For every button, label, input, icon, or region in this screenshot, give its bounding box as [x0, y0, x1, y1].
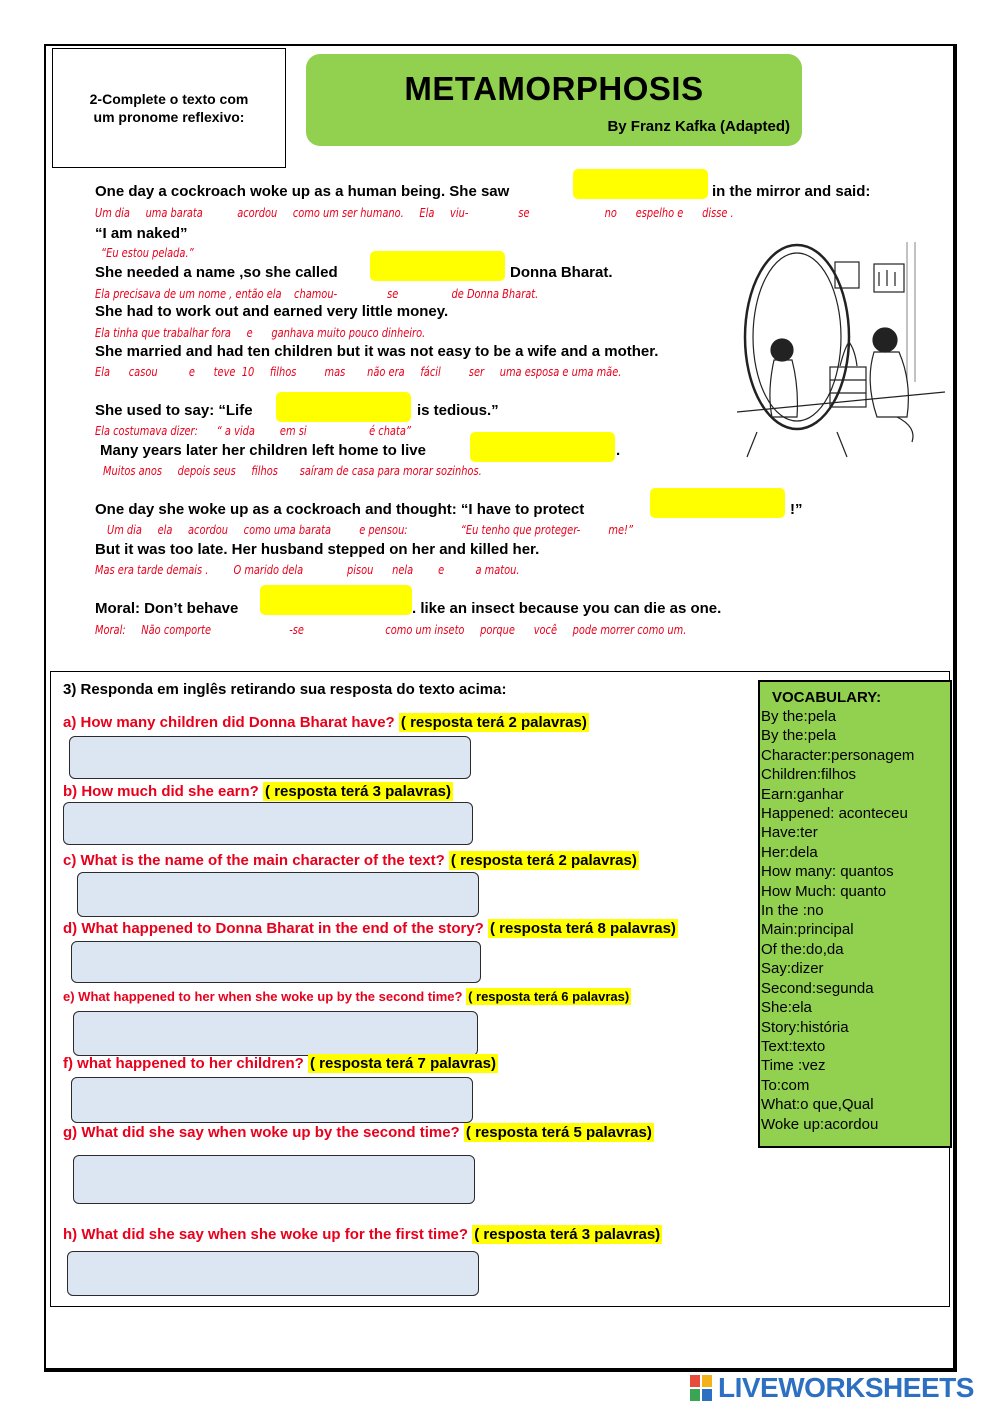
- story-line-3b: Donna Bharat.: [510, 264, 613, 281]
- vocab-item: She:ela: [761, 999, 812, 1017]
- hint-d: ( resposta terá 8 palavras): [490, 920, 676, 937]
- story-line-5: She married and had ten children but it was not easy to be a wife and a mother.: [95, 343, 659, 360]
- hint-f: ( resposta terá 7 palavras): [310, 1055, 496, 1072]
- question-h: h) What did she say when she woke up for the first time? ( resposta terá 3 palavras): [63, 1226, 661, 1243]
- vocab-item: Of the:do,da: [761, 940, 844, 958]
- liveworksheets-logo: [690, 1372, 974, 1404]
- question-a: a) How many children did Donna Bharat have? ( resposta terá 2 palavras): [63, 714, 587, 731]
- question-c: c) What is the name of the main character of the text? ( resposta terá 2 palavras): [63, 852, 637, 869]
- questions-heading: 3) Responda em inglês retirando sua resposta do texto acima:: [63, 681, 507, 698]
- mirror-cartoon-illustration: [737, 242, 945, 464]
- blank-1[interactable]: [573, 169, 708, 199]
- answer-field-c[interactable]: [77, 872, 479, 917]
- translation-10: Moral: Não comporte -se como um inseto porque você pode morrer como um.: [95, 623, 687, 637]
- translation-5: Ela casou e teve 10 filhos mas não era fácil ser uma esposa e uma mãe.: [95, 365, 622, 379]
- vocabulary-list: [761, 707, 914, 1134]
- vocab-item: In the :no: [761, 902, 824, 920]
- worksheet-title: METAMORPHOSIS: [404, 70, 704, 107]
- answer-field-f[interactable]: [71, 1077, 473, 1123]
- vocab-item: Children:filhos: [761, 766, 857, 784]
- story-line-7b: .: [616, 442, 621, 459]
- vocab-item: By the:pela: [761, 708, 837, 725]
- story-line-8a: One day she woke up as a cockroach and thought: “I have to protect: [95, 501, 585, 518]
- story-line-6a: She used to say: “Life: [95, 402, 253, 419]
- vocab-item: Text:texto: [761, 1037, 826, 1055]
- answer-field-h[interactable]: [67, 1251, 479, 1296]
- hint-h: ( resposta terá 3 palavras): [474, 1226, 661, 1243]
- vocab-item: How many: quantos: [761, 863, 894, 881]
- vocabulary-title: VOCABULARY:: [772, 689, 882, 706]
- story-line-6b: is tedious.”: [417, 402, 499, 419]
- story-line-2: “I am naked”: [95, 225, 188, 242]
- instruction-box: [52, 48, 286, 168]
- vocab-item: Her:dela: [761, 843, 818, 861]
- story-line-10a: Moral: Don’t behave: [95, 600, 239, 617]
- hint-a: ( resposta terá 2 palavras): [400, 714, 587, 731]
- blank-6[interactable]: [260, 585, 412, 615]
- vocab-item: Have:ter: [761, 824, 818, 842]
- vocab-item: To:com: [761, 1076, 810, 1094]
- vocab-item: Earn:ganhar: [761, 785, 844, 803]
- blank-3[interactable]: [276, 392, 411, 422]
- hint-e: ( resposta terá 6 palavras): [468, 989, 630, 1004]
- answer-field-d[interactable]: [71, 941, 481, 983]
- answer-field-b[interactable]: [63, 802, 473, 845]
- story-line-8b: !”: [790, 501, 803, 518]
- question-b: b) How much did she earn? ( resposta terá 3 palavras): [63, 783, 451, 800]
- answer-field-e[interactable]: [73, 1011, 478, 1056]
- translation-9: Mas era tarde demais . O marido dela pisou nela e a matou.: [95, 563, 520, 577]
- story-line-9: But it was too late. Her husband stepped on her and killed her.: [95, 541, 540, 558]
- blank-2[interactable]: [370, 251, 505, 281]
- vocab-item: Main:principal: [761, 921, 854, 939]
- hint-g: ( resposta terá 5 palavras): [465, 1124, 652, 1141]
- translation-1: Um dia uma barata acordou como um ser humano. Ela viu- se no espelho e disse .: [95, 206, 734, 220]
- author-byline: By Franz Kafka (Adapted): [607, 118, 790, 135]
- story-line-10b: . like an insect because you can die as one.: [412, 600, 722, 617]
- live-badge-icon: [690, 1375, 712, 1401]
- blank-4[interactable]: [470, 432, 615, 462]
- translation-8: Um dia ela acordou como uma barata e pensou: “Eu tenho que proteger- me!”: [107, 523, 634, 537]
- vocab-item: What:o que,Qual: [761, 1096, 874, 1114]
- translation-4: Ela tinha que trabalhar fora e ganhava muito pouco dinheiro.: [95, 326, 426, 340]
- translation-6: Ela costumava dizer: “ a vida em si é chata”: [95, 424, 411, 438]
- translation-2: “Eu estou pelada.”: [101, 246, 194, 260]
- brand-name: LIVEWORKSHEETS: [718, 1372, 974, 1403]
- story-line-4: She had to work out and earned very little money.: [95, 303, 449, 320]
- vocab-item: Story:história: [761, 1018, 849, 1036]
- hint-b: ( resposta terá 3 palavras): [265, 783, 451, 800]
- question-d: d) What happened to Donna Bharat in the end of the story? ( resposta terá 8 palavras): [63, 920, 676, 937]
- question-e: e) What happened to her when she woke up by the second time? ( resposta terá 6 palavras): [63, 989, 630, 1004]
- vocab-item: Happened: aconteceu: [761, 805, 908, 823]
- answer-field-a[interactable]: [69, 736, 471, 779]
- vocab-item: By the:pela: [761, 727, 837, 745]
- vocab-item: How Much: quanto: [761, 882, 887, 900]
- story-line-1b: in the mirror and said:: [712, 183, 871, 200]
- instruction-line-2: um pronome reflexivo:: [93, 109, 245, 125]
- vocab-item: Say:dizer: [761, 960, 824, 978]
- hint-c: ( resposta terá 2 palavras): [450, 852, 637, 869]
- translation-7: Muitos anos depois seus filhos saíram de casa para morar sozinhos.: [103, 464, 482, 478]
- answer-field-g[interactable]: [73, 1155, 475, 1204]
- blank-5[interactable]: [650, 488, 785, 518]
- story-line-3a: She needed a name ,so she called: [95, 264, 338, 281]
- vocab-item: Woke up:acordou: [761, 1115, 879, 1133]
- story-line-7a: Many years later her children left home to live: [100, 442, 426, 459]
- question-f: f) what happened to her children? ( resposta terá 7 palavras): [63, 1055, 496, 1072]
- vocab-item: Second:segunda: [761, 979, 874, 997]
- vocab-item: Character:personagem: [761, 746, 915, 764]
- translation-3: Ela precisava de um nome , então ela chamou- se de Donna Bharat.: [95, 287, 539, 301]
- vocab-item: Time :vez: [761, 1057, 826, 1075]
- instruction-line-1: 2-Complete o texto com: [89, 91, 249, 107]
- story-line-1a: One day a cockroach woke up as a human being. She saw: [95, 183, 510, 200]
- question-g: g) What did she say when woke up by the second time? ( resposta terá 5 palavras): [63, 1124, 652, 1141]
